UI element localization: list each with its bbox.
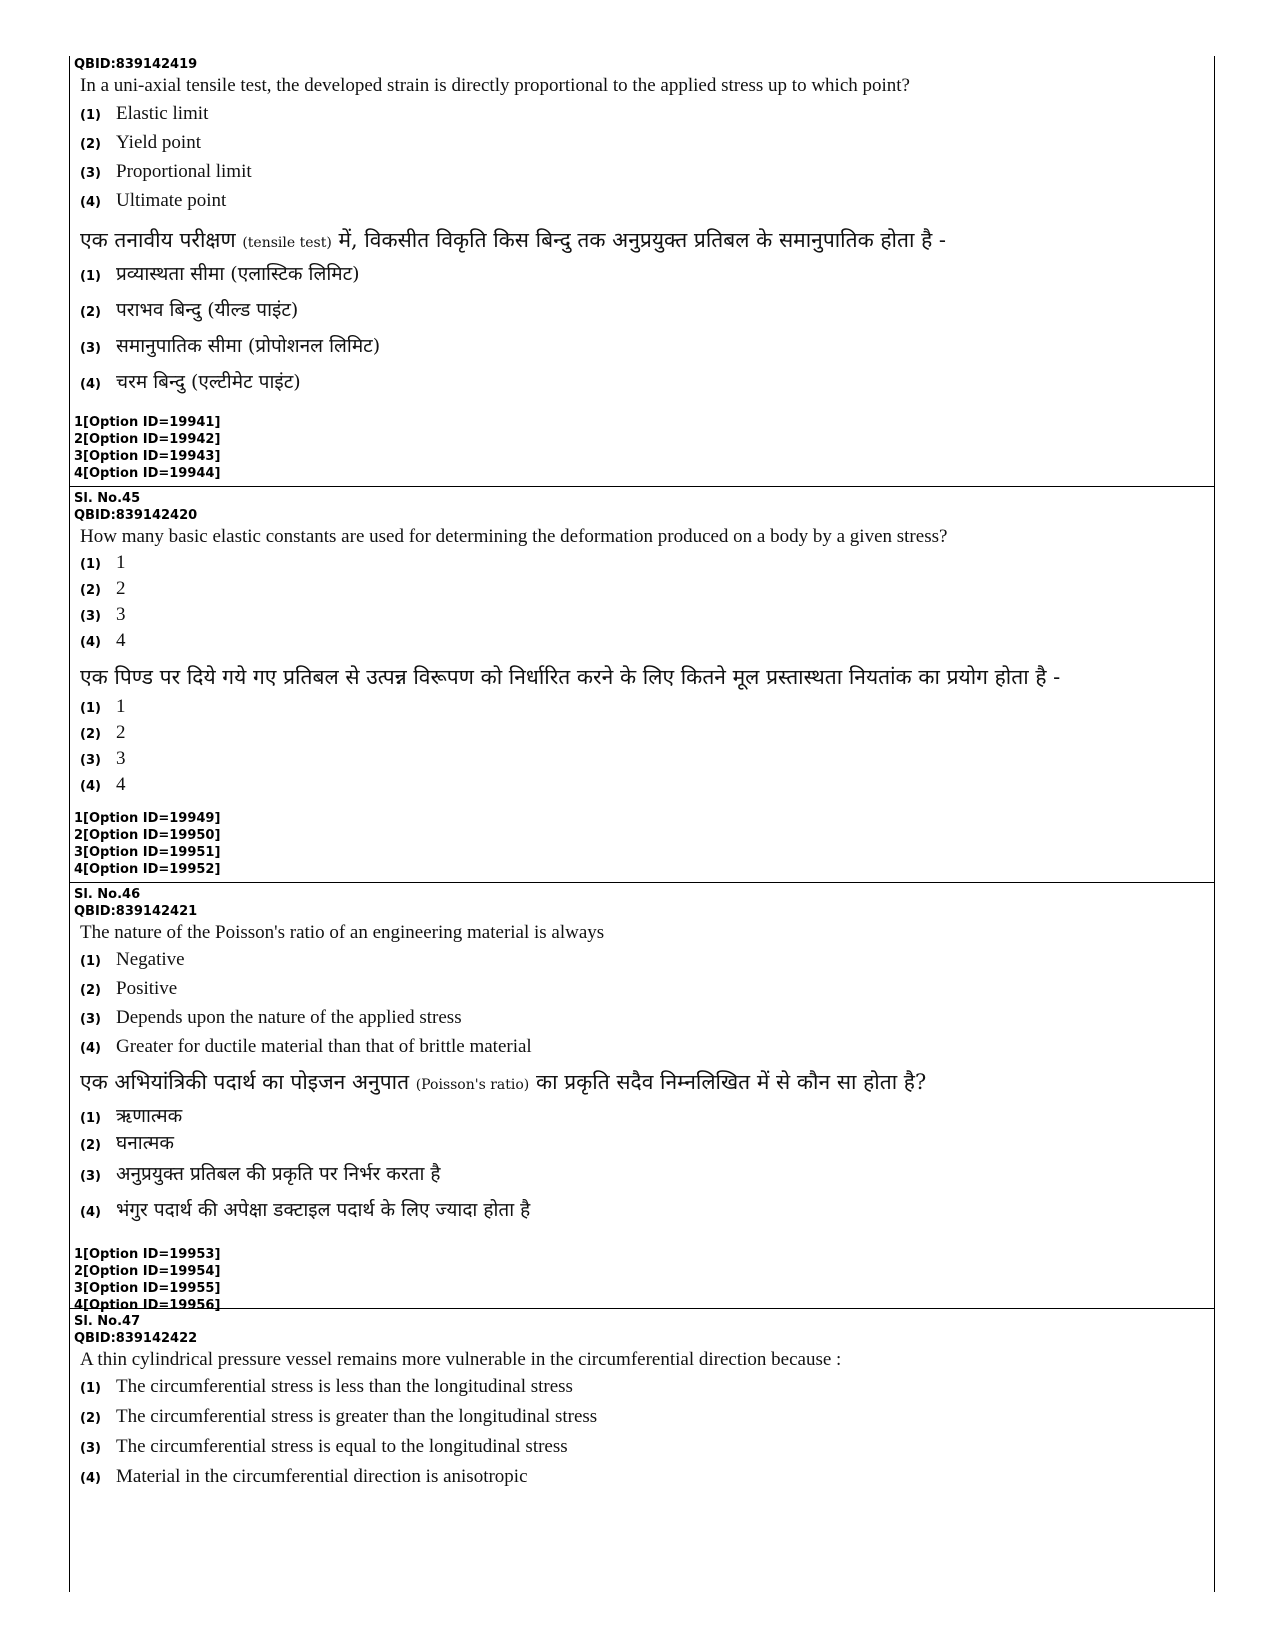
option-hi-2: (2) पराभव बिन्दु (यील्ड पाइंट)	[80, 299, 299, 321]
question-block-46	[70, 886, 1214, 1314]
qbid-label: QBID:839142422	[74, 1331, 198, 1346]
divider	[70, 882, 1214, 883]
option-id: 2[Option ID=19954]	[74, 1264, 221, 1279]
question-paper-page	[69, 56, 1215, 1592]
option-id-list	[70, 810, 1214, 878]
option-id: 3[Option ID=19951]	[74, 845, 221, 860]
option-en-1: (1) Elastic limit	[80, 103, 209, 124]
question-text-en: A thin cylindrical pressure vessel remains more vulnerable in the circumferential direction because :	[80, 1349, 842, 1370]
option-hi-4: (4) भंगुर पदार्थ की अपेक्षा डक्टाइल पदार्थ के लिए ज्यादा होता है	[80, 1199, 531, 1221]
option-hi-1: (1) ऋणात्मक	[80, 1105, 183, 1127]
question-block-47	[70, 1313, 1214, 1496]
option-en-4: (4) Greater for ductile material than that of brittle material	[80, 1036, 532, 1057]
serial-number: Sl. No.47	[74, 1314, 141, 1329]
option-hi-3: (3) 3	[80, 748, 126, 769]
option-en-2: (2) 2	[80, 578, 126, 599]
option-en-3: (3) The circumferential stress is equal to the longitudinal stress	[80, 1436, 568, 1457]
qbid-label: QBID:839142420	[74, 508, 198, 523]
option-id: 1[Option ID=19941]	[74, 415, 221, 430]
option-en-4: (4) Ultimate point	[80, 190, 227, 211]
option-id: 3[Option ID=19955]	[74, 1281, 221, 1296]
option-en-3: (3) 3	[80, 604, 126, 625]
option-id: 1[Option ID=19953]	[74, 1247, 221, 1262]
option-en-1: (1) Negative	[80, 949, 185, 970]
option-en-1: (1) The circumferential stress is less than the longitudinal stress	[80, 1376, 573, 1397]
option-hi-2: (2) 2	[80, 722, 126, 743]
option-hi-3: (3) अनुप्रयुक्त प्रतिबल की प्रकृति पर निर्भर करता है	[80, 1163, 441, 1185]
option-en-4: (4) Material in the circumferential direction is anisotropic	[80, 1466, 528, 1487]
question-text-hi: एक अभियांत्रिकी पदार्थ का पोइजन अनुपात (Poisson's ratio) का प्रकृति सदैव निम्नलिखित में से कौन सा होता है?	[80, 1070, 927, 1094]
question-text-en: How many basic elastic constants are used for determining the deformation produced on a body by a given stress?	[80, 526, 948, 547]
question-text-hi: एक पिण्ड पर दिये गये गए प्रतिबल से उत्पन्न विरूपण को निर्धारित करने के लिए कितने मूल प्रस्तास्थता नियतांक का प्रयोग होता है -	[80, 665, 1061, 689]
question-text-en: The nature of the Poisson's ratio of an engineering material is always	[80, 922, 605, 943]
option-hi-3: (3) समानुपातिक सीमा (प्रोपोशनल लिमिट)	[80, 335, 381, 357]
option-en-4: (4) 4	[80, 630, 126, 651]
option-id: 1[Option ID=19949]	[74, 811, 221, 826]
option-en-3: (3) Proportional limit	[80, 161, 252, 182]
question-text-hi: एक तनावीय परीक्षण (tensile test) में, विकसीत विकृति किस बिन्दु तक अनुप्रयुक्त प्रतिबल के समानुपातिक होता है -	[80, 228, 946, 252]
option-id-list	[70, 1246, 1214, 1314]
divider	[70, 1308, 1214, 1309]
option-id: 2[Option ID=19950]	[74, 828, 221, 843]
option-en-3: (3) Depends upon the nature of the applied stress	[80, 1007, 462, 1028]
option-id-list	[70, 414, 1214, 482]
option-hi-4: (4) चरम बिन्दु (एल्टीमेट पाइंट)	[80, 371, 301, 393]
option-hi-1: (1) प्रव्यास्थता सीमा (एलास्टिक लिमिट)	[80, 263, 360, 285]
serial-number: Sl. No.45	[74, 491, 141, 506]
qbid-label: QBID:839142419	[74, 57, 198, 72]
option-en-2: (2) Positive	[80, 978, 178, 999]
option-en-2: (2) Yield point	[80, 132, 201, 153]
option-id: 4[Option ID=19952]	[74, 862, 221, 877]
question-block-44	[70, 56, 1214, 482]
divider	[70, 486, 1214, 487]
option-id: 2[Option ID=19942]	[74, 432, 221, 447]
option-en-1: (1) 1	[80, 552, 126, 573]
option-hi-2: (2) घनात्मक	[80, 1132, 174, 1154]
option-id: 3[Option ID=19943]	[74, 449, 221, 464]
option-hi-4: (4) 4	[80, 774, 126, 795]
question-block-45	[70, 490, 1214, 878]
option-id: 4[Option ID=19956]	[74, 1298, 221, 1313]
option-hi-1: (1) 1	[80, 696, 126, 717]
question-text-en: In a uni-axial tensile test, the developed strain is directly proportional to the applied stress up to which point?	[80, 75, 910, 96]
option-en-2: (2) The circumferential stress is greater than the longitudinal stress	[80, 1406, 598, 1427]
serial-number: Sl. No.46	[74, 887, 141, 902]
qbid-label: QBID:839142421	[74, 904, 198, 919]
option-id: 4[Option ID=19944]	[74, 466, 221, 481]
